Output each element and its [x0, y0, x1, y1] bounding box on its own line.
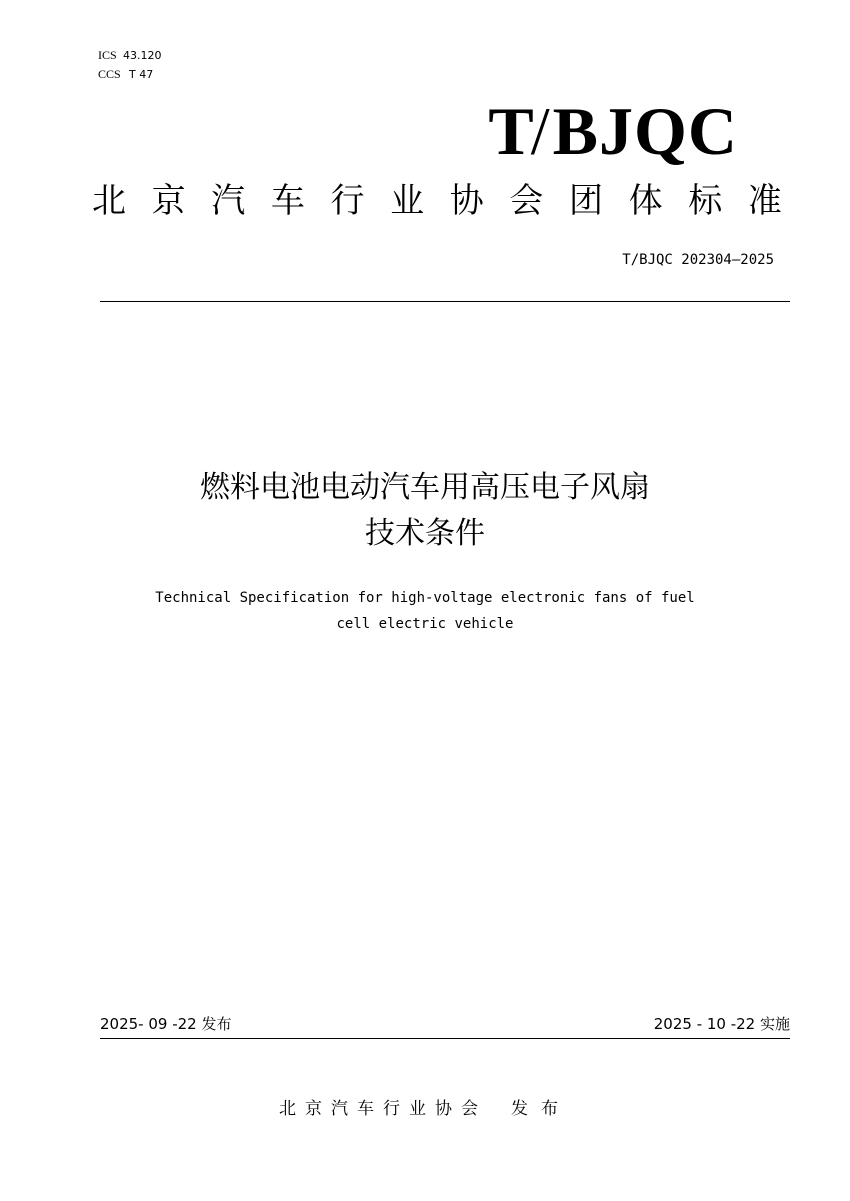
org-title-char: 标: [688, 181, 723, 221]
header-divider: [100, 301, 790, 302]
ccs-label: CCS: [98, 67, 121, 81]
org-title-char: 车: [270, 181, 305, 221]
org-title-char: 体: [628, 181, 663, 221]
title-english-line-2: cell electric vehicle: [336, 616, 514, 632]
effective-date: 2025 - 10 -22 实施: [653, 1015, 790, 1033]
org-title-char: 协: [449, 181, 484, 221]
org-title-char: 业: [390, 181, 425, 221]
publisher-name: 北京汽车行业协会: [279, 1099, 487, 1119]
logo-prefix: T: [488, 93, 535, 169]
publisher-action: 发布: [511, 1099, 571, 1119]
publisher-line: [100, 1097, 750, 1121]
footer-divider: [100, 1038, 790, 1039]
logo-name: BJQC: [552, 93, 738, 169]
org-title-char: 京: [151, 181, 186, 221]
ccs-value: T 47: [129, 68, 154, 81]
org-title-char: 会: [509, 181, 544, 221]
ics-row: [98, 46, 162, 65]
date-row: [100, 1013, 790, 1035]
title-english-line-1: Technical Specification for high-voltage electronic fans of fuel: [155, 590, 695, 606]
standard-logo: [488, 92, 738, 170]
org-title-char: 团: [569, 181, 603, 221]
org-title-char: 北: [92, 181, 126, 221]
title-chinese-line-1: 燃料电池电动汽车用高压电子风扇: [200, 470, 650, 505]
org-title-char: 准: [747, 181, 782, 221]
ics-value: 43.120: [123, 49, 162, 62]
issue-date: 2025- 09 -22 发布: [100, 1015, 232, 1033]
organization-title: [92, 178, 782, 224]
org-title-char: 行: [330, 181, 365, 221]
ccs-row: [98, 65, 162, 84]
classification-codes: [98, 46, 162, 84]
logo-slash: /: [530, 93, 551, 169]
org-title-char: 汽: [211, 181, 246, 221]
standard-number: T/BJQC 202304—2025: [622, 252, 774, 268]
ics-label: ICS: [98, 48, 117, 62]
title-chinese-line-2: 技术条件: [365, 516, 485, 551]
